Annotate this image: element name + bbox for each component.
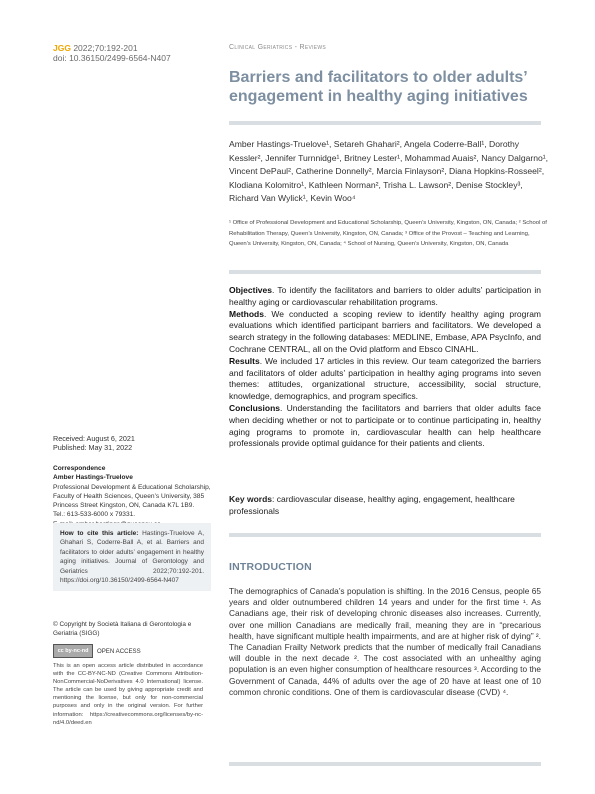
cite-text: Hastings-Truelove A, Ghahari S, Coderre-Ball A, et al. Barriers and facilitators to older adults’ engagement in healthy aging initiatives. Journal of Gerontology and Geriatrics 2022;70:192-201. https://doi.org/10.36150/2499-6564-N407 bbox=[60, 530, 204, 585]
received-date: Received: August 6, 2021 bbox=[53, 434, 135, 443]
journal-citation: 2022;70:192-201 bbox=[73, 43, 138, 53]
article-title: Barriers and facilitators to older adults’ engagement in healthy aging initiatives bbox=[229, 69, 528, 105]
correspondence-label: Correspondence bbox=[53, 465, 106, 472]
correspondence-tel: Tel.: 613-533-6000 x 79331. bbox=[53, 511, 136, 519]
license-text: This is an open access article distributed in accordance with the CC-BY-NC-ND (Creative Commons Attribution-NonCommercial-NoDerivatives 4.0 International) license. The article can be used by giving appropriate credit and mentioning the license, but only for non-commercial purposes and only in the original version. For further information: https://creativecommons.org/licenses/by-nc-nd/4.0/deed.en bbox=[53, 663, 203, 726]
title-divider bbox=[229, 121, 541, 125]
footer-divider bbox=[229, 762, 541, 766]
author-list: Amber Hastings-Truelove¹, Setareh Ghahari², Angela Coderre-Ball¹, Dorothy Kessler², Jennifer Turnnidge¹, Britney Lester¹, Mohammad Auais², Nancy Dalgarno¹, Vincent DePaul², Catherine Donnelly², Marcia Finlayson², Diana Hopkins-Rosseel², Klodiana Kolomitro¹, Kathleen Norman², Trisha L. Lawson², Denise Stockley³, Richard Van Wylick¹, Kevin Woo⁴ bbox=[229, 139, 549, 204]
introduction-text: The demographics of Canada’s population is shifting. In the 2016 Census, people 65 years and older outnumbered children 14 years and under for the first time ¹. As Canadians age, their risk of developing chronic diseases also increases. Currently, over one million Canadians are medically frail, meaning they are in “precarious health, have significant multiple health impairments, and are at higher risk of dying” ². The Canadian Frailty Network predicts that the number of medically frail Canadians will double in the next decade ². The cost associated with an unhealthy aging population is an even higher consumption of healthcare resources ³. According to the Government of Canada, 44% of adults over the age of 20 have at least one of 10 common chronic conditions. One of them is cardiovascular disease (CVD) ⁴. bbox=[229, 586, 541, 697]
correspondence-address: Professional Development & Educational Scholarship, Faculty of Health Sciences, Queen’s University, 385 Princess Street Kingston, ON, Canada K7L 1B9. bbox=[53, 483, 211, 510]
keywords bbox=[229, 494, 541, 518]
affiliations: ¹ Office of Professional Development and Educational Scholarship, Queen’s University, Kingston, ON, Canada; ² School of Rehabilitation Therapy, Queen’s University, Kingston, ON, Canada; ³ Office of the Provost – Teaching and Learning, Queen’s University, Kingston, ON, Canada; ⁴ School of Nursing, Queen’s University, Kingston, ON, Canada bbox=[229, 220, 547, 248]
section-label: Clinical Geriatrics - Reviews bbox=[229, 44, 327, 51]
abstract-objectives: Objectives. To identify the facilitators and barriers to older adults’ participation in healthy aging or cardiovascular rehabilitation programs. bbox=[229, 285, 541, 307]
abstract bbox=[229, 285, 541, 450]
abstract-divider bbox=[229, 270, 541, 274]
published-date: Published: May 31, 2022 bbox=[53, 443, 133, 453]
how-to-cite-box bbox=[53, 523, 211, 591]
abstract-results: Results. We included 17 articles in this review. Our team categorized the barriers and facilitators of older adults’ participation in healthy aging programs into seven themes: attitudes, organizational structure, accessibility, social structure, knowledge, demographics, and program specifics. bbox=[229, 355, 541, 402]
journal-header bbox=[53, 43, 171, 63]
correspondence bbox=[53, 464, 213, 529]
correspondence-name: Amber Hastings-Truelove bbox=[53, 474, 133, 482]
journal-doi[interactable]: doi: 10.36150/2499-6564-N407 bbox=[53, 53, 171, 63]
journal-abbr: JGG bbox=[53, 43, 71, 53]
cc-license-badge[interactable] bbox=[53, 645, 141, 657]
creative-commons-icon: cc by-nc-nd bbox=[53, 644, 93, 658]
abstract-conclusions: Conclusions. Understanding the facilitators and barriers that older adults face when deciding whether or not to participate or to continue participating in, healthy aging programs to promote in, cardiovascular health can help healthcare professionals provide optimal guidance for their patients and clients. bbox=[229, 402, 541, 449]
abstract-methods: Methods. We conducted a scoping review to identify healthy aging program evaluations which identified participant barriers and facilitators. We developed a search strategy in the following databases: MEDLINE, Embase, APA PsycInfo, and Cochrane CENTRAL, all on the Ovid platform and Ebsco CINAHL. bbox=[229, 308, 541, 354]
copyright: © Copyright by Società Italiana di Gerontologia e Geriatria (SIGG) bbox=[53, 621, 192, 638]
keywords-text: : cardiovascular disease, healthy aging, engagement, healthcare professionals bbox=[229, 494, 515, 516]
keywords-label: Key words bbox=[229, 494, 272, 504]
introduction-heading: INTRODUCTION bbox=[229, 561, 312, 573]
cite-label: How to cite this article: bbox=[60, 530, 139, 537]
intro-divider bbox=[229, 533, 541, 537]
open-access-label: OPEN ACCESS bbox=[97, 647, 141, 655]
dates bbox=[53, 434, 135, 453]
